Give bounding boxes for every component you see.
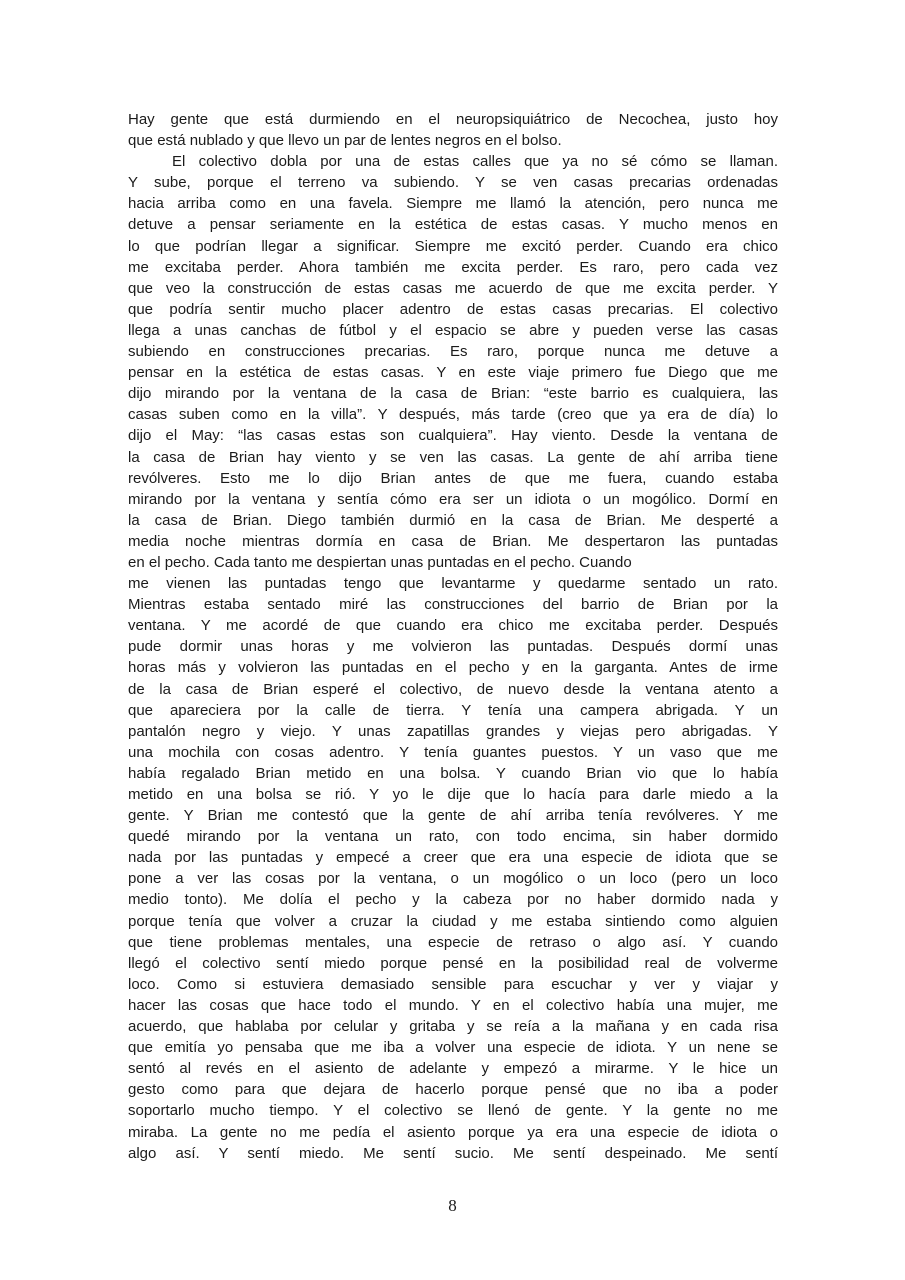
- text-line: de la casa de Brian esperé el colectivo, de nuevo desde la ventana atento a: [128, 680, 778, 698]
- body-text: [128, 109, 778, 1164]
- text-line: metido en una bolsa se rió. Y yo le dije que lo hacía para darle miedo a la: [128, 786, 778, 803]
- text-line: gesto como para que dejara de hacerlo porque pensé que no iba a poder: [128, 1081, 778, 1099]
- text-line: miraba. La gente no me pedía el asiento porque ya era una especie de idiota o: [128, 1123, 778, 1141]
- text-line: casas suben como en la villa”. Y después, más tarde (creo que ya era de día) lo: [128, 406, 778, 424]
- text-line: soportarlo mucho tiempo. Y el colectivo se llenó de gente. Y la gente no me: [128, 1102, 778, 1120]
- text-line: detuve a pensar seriamente en la estética de estas casas. Y mucho menos en: [128, 216, 778, 234]
- text-line: quedé mirando por la ventana un rato, con todo encima, sin haber dormido: [128, 828, 778, 846]
- text-line: loco. Como si estuviera demasiado sensible para escuchar y ver y viajar y: [128, 975, 778, 993]
- text-line: llegó el colectivo sentí miedo porque pensé en la posibilidad real de volverme: [128, 954, 778, 972]
- text-line: sentó al revés en el asiento de adelante y empezó a mirarme. Y le hice un: [128, 1060, 778, 1078]
- text-line: pude dormir unas horas y me volvieron las puntadas. Después dormí unas: [128, 638, 778, 656]
- text-line: pantalón negro y viejo. Y unas zapatillas grandes y viejas pero abrigadas. Y: [128, 722, 778, 740]
- text-line: Hay gente que está durmiendo en el neuropsiquiátrico de Necochea, justo hoy: [128, 111, 778, 128]
- text-line: me excitaba perder. Ahora también me excita perder. Es raro, pero cada vez: [128, 258, 778, 276]
- text-line: la casa de Brian hay viento y se ven las casas. La gente de ahí arriba tiene: [128, 448, 778, 466]
- text-line: llega a unas canchas de fútbol y el espacio se abre y pueden verse las casas: [128, 321, 778, 339]
- page-number: 8: [448, 1196, 457, 1215]
- text-line: había regalado Brian metido en una bolsa. Y cuando Brian vio que lo había: [128, 764, 778, 782]
- text-line: que podría sentir mucho placer adentro de estas casas precarias. El colectivo: [128, 300, 778, 318]
- text-line: que emitía yo pensaba que me iba a volver una especie de idiota. Y un nene se: [128, 1039, 778, 1057]
- text-line: la casa de Brian. Diego también durmió en la casa de Brian. Me desperté a: [128, 511, 778, 529]
- text-line: media noche mientras dormía en casa de Brian. Me despertaron las puntadas: [128, 532, 778, 550]
- text-line: pensar en la estética de estas casas. Y en este viaje primero fue Diego que me: [128, 364, 778, 382]
- text-line: porque tenía que volver a cruzar la ciudad y me estaba sintiendo como alguien: [128, 912, 778, 930]
- text-line: Y sube, porque el terreno va subiendo. Y se ven casas precarias ordenadas: [128, 174, 778, 192]
- text-line: hacer las cosas que hace todo el mundo. Y en el colectivo había una mujer, me: [128, 996, 778, 1014]
- text-line: gente. Y Brian me contestó que la gente de ahí arriba tenía revólveres. Y me: [128, 807, 778, 825]
- text-line: acuerdo, que hablaba por celular y gritaba y se reía a la mañana y en cada risa: [128, 1018, 778, 1036]
- text-line: pone a ver las cosas por la ventana, o un mogólico o un loco (pero un loco: [128, 870, 778, 888]
- text-line: en el pecho. Cada tanto me despiertan unas puntadas en el pecho. Cuando: [128, 553, 632, 571]
- text-line: nada por las puntadas y empecé a creer que era una especie de idiota que se: [128, 849, 778, 867]
- text-line: horas más y volvieron las puntadas en el pecho y en la garganta. Antes de irme: [128, 659, 778, 677]
- text-line: que veo la construcción de estas casas me acuerdo de que me excita perder. Y: [128, 279, 778, 297]
- text-line: subiendo en construcciones precarias. Es raro, porque nunca me detuve a: [128, 343, 778, 361]
- text-line: algo así. Y sentí miedo. Me sentí sucio. Me sentí despeinado. Me sentí: [128, 1144, 778, 1162]
- text-line: ventana. Y me acordé de que cuando era chico me excitaba perder. Después: [128, 617, 778, 635]
- text-line: que tiene problemas mentales, una especie de retraso o algo así. Y cuando: [128, 933, 778, 951]
- text-line: que está nublado y que llevo un par de lentes negros en el bolso.: [128, 132, 562, 150]
- text-line: dijo el May: “las casas estas son cualquiera”. Hay viento. Desde la ventana de: [128, 427, 778, 445]
- text-line: una mochila con cosas adentro. Y tenía guantes puestos. Y un vaso que me: [128, 743, 778, 761]
- text-line: revólveres. Esto me lo dijo Brian antes de que me fuera, cuando estaba: [128, 469, 778, 487]
- text-line: dijo mirando por la ventana de la casa de Brian: “este barrio es cualquiera, las: [128, 385, 778, 403]
- text-line: El colectivo dobla por una de estas calles que ya no sé cómo se llaman.: [172, 153, 778, 171]
- text-line: lo que podrían llegar a significar. Siempre me excitó perder. Cuando era chico: [128, 237, 778, 255]
- text-line: mirando por la ventana y sentía cómo era ser un idiota o un mogólico. Dormí en: [128, 490, 778, 508]
- text-line: que apareciera por la calle de tierra. Y tenía una campera abrigada. Y un: [128, 701, 778, 719]
- text-line: medio tonto). Me dolía el pecho y la cabeza por no haber dormido nada y: [128, 891, 778, 909]
- text-line: Mientras estaba sentado miré las construcciones del barrio de Brian por la: [128, 596, 778, 614]
- text-line: me vienen las puntadas tengo que levantarme y quedarme sentado un rato.: [128, 575, 778, 593]
- text-line: hacia arriba como en una favela. Siempre me llamó la atención, pero nunca me: [128, 195, 778, 213]
